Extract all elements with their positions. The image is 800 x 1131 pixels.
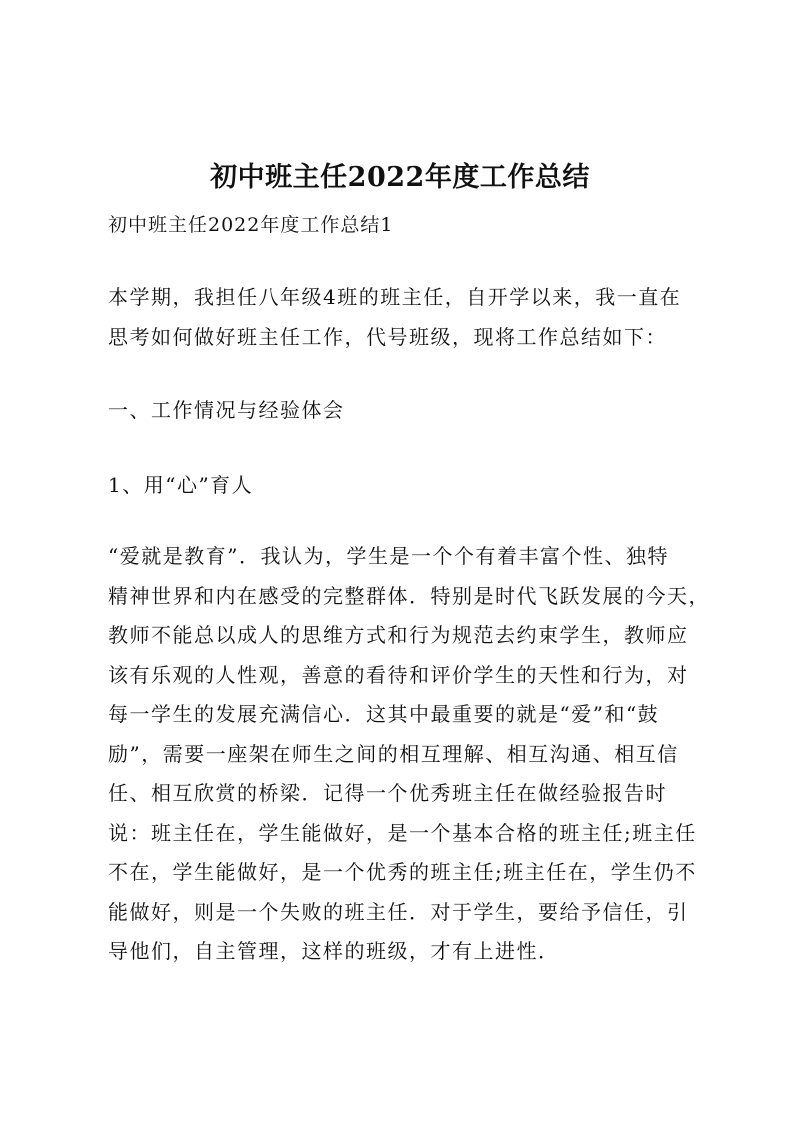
paragraph-line: 精神世界和内在感受的完整群体．特别是时代飞跃发展的今天， (108, 583, 710, 608)
paragraph-line: “爱就是教育”．我认为，学生是一个个有着丰富个性、独特 (108, 544, 669, 568)
subsection-heading: 1、用“心”育人 (108, 473, 254, 497)
paragraph-line: 说：班主任在，学生能做好，是一个基本合格的班主任;班主任 (108, 820, 697, 845)
paragraph-line: 任、相互欣赏的桥梁．记得一个优秀班主任在做经验报告时 (108, 781, 667, 805)
paragraph-line: 励”，需要一座架在师生之间的相互理解、相互沟通、相互信 (108, 741, 679, 766)
document-subtitle: 初中班主任2022年度工作总结1 (108, 214, 394, 236)
paragraph-line: 能做好，则是一个失败的班主任．对于学生，要给予信任，引 (108, 899, 689, 924)
document-title: 初中班主任2022年度工作总结 (210, 162, 590, 193)
paragraph-line: 该有乐观的人性观，善意的看待和评价学生的天性和行为，对 (108, 662, 689, 687)
section-heading: 一、工作情况与经验体会 (108, 398, 345, 422)
body-paragraph (108, 537, 708, 972)
paragraph-line: 导他们，自主管理，这样的班级，才有上进性． (108, 939, 560, 963)
intro-line: 思考如何做好班主任工作，代号班级，现将工作总结如下： (108, 324, 667, 349)
intro-line: 本学期，我担任八年级4班的班主任，自开学以来，我一直在 (108, 285, 682, 309)
paragraph-line: 不在，学生能做好，是一个优秀的班主任;班主任在，学生仍不 (108, 860, 697, 884)
paragraph-line: 每一学生的发展充满信心．这其中最重要的就是“爱”和“鼓 (108, 702, 660, 726)
intro-paragraph (108, 278, 708, 357)
paragraph-line: 教师不能总以成人的思维方式和行为规范去约束学生，教师应 (108, 623, 689, 647)
